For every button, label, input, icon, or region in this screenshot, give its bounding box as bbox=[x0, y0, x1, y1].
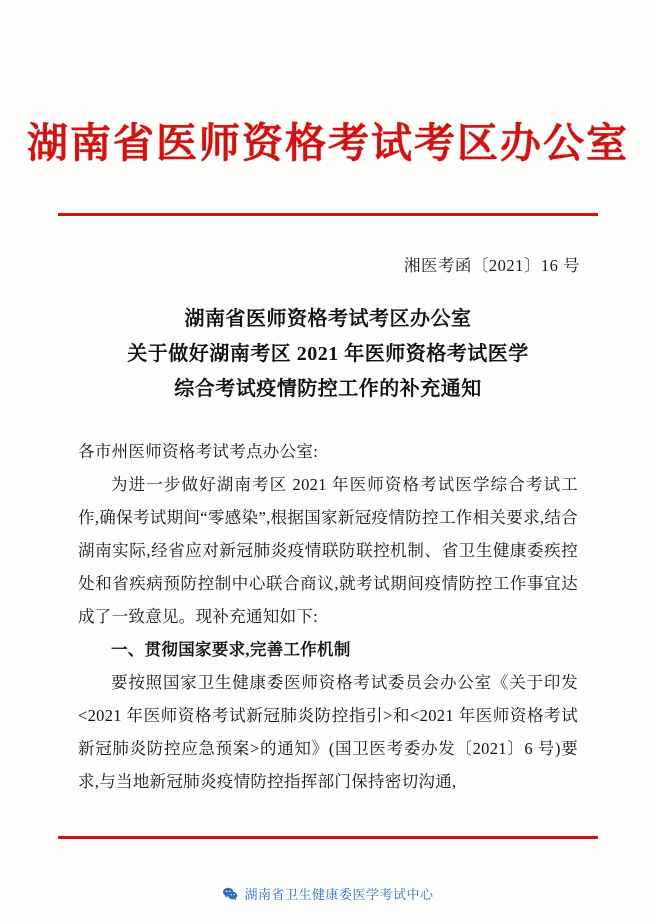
page-footer bbox=[0, 884, 656, 905]
document-number bbox=[0, 252, 656, 276]
document-body bbox=[78, 435, 578, 798]
document-title-line-3: 综合考试疫情防控工作的补充通知 bbox=[174, 378, 482, 401]
body-heading-1: 一、贯彻国家要求,完善工作机制 bbox=[111, 640, 351, 660]
document-title-line-2: 关于做好湖南考区 2021 年医师资格考试医学 bbox=[127, 343, 529, 366]
letterhead bbox=[0, 0, 656, 216]
body-paragraph-2: 要按照国家卫生健康委医师资格考试委员会办公室《关于印发<2021 年医师资格考试新冠肺炎防控指引>和<2021 年医师资格考试新冠肺炎防控应急预案>的通知》(国卫医考委办发〔2021〕6 号)要求,与当地新冠肺炎疫情防控指挥部门保持密切沟通, bbox=[78, 673, 578, 792]
wechat-icon bbox=[222, 886, 238, 902]
letterhead-divider-rule bbox=[58, 213, 598, 216]
footer-divider-rule bbox=[58, 836, 598, 839]
footer-content bbox=[222, 884, 433, 903]
body-salutation: 各市州医师资格考试考点办公室: bbox=[78, 442, 319, 462]
document-number-text: 湘医考函〔2021〕16 号 bbox=[403, 256, 580, 276]
body-paragraph-1: 为进一步做好湖南考区 2021 年医师资格考试医学综合考试工作,确保考试期间“零感染”,根据国家新冠疫情防控工作相关要求,结合湖南实际,经省应对新冠肺炎疫情联防联控机制、省卫生健康委疾控处和省疾病预防控制中心联合商议,就考试期间疫情防控工作事宜达成了一致意见。现补充通知如下: bbox=[78, 475, 578, 627]
document-title bbox=[0, 302, 656, 407]
document-title-line-1: 湖南省医师资格考试考区办公室 bbox=[184, 308, 472, 331]
letterhead-organization-title: 湖南省医师资格考试考区办公室 bbox=[27, 120, 629, 166]
footer-label: 湖南省卫生健康委医学考试中心 bbox=[244, 887, 434, 902]
